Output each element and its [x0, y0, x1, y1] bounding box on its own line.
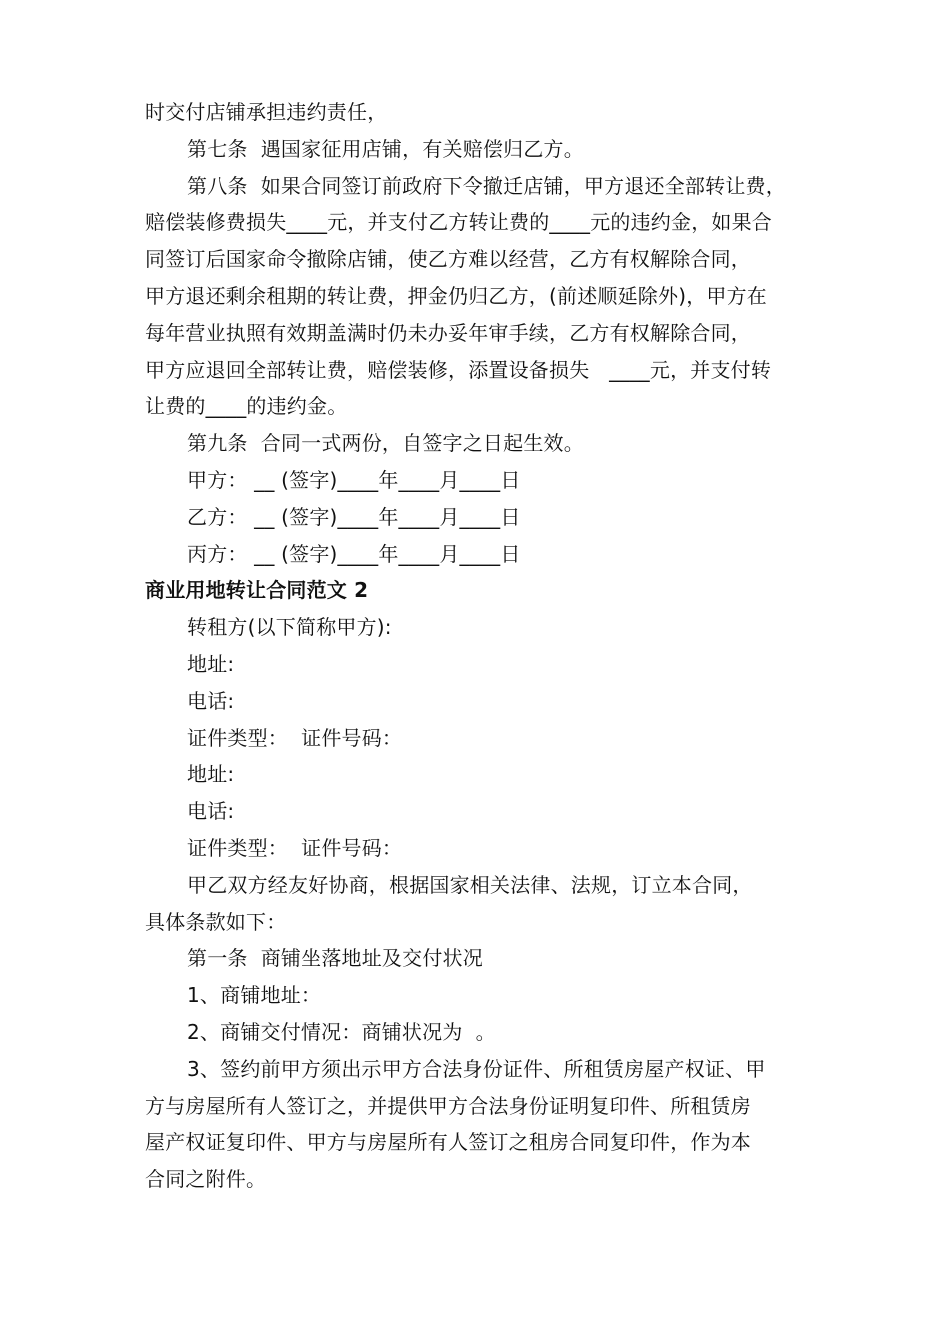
text-line: 地址: [187, 762, 235, 787]
text-line: 丙方： __ (签字)____年____月____日 [187, 541, 521, 566]
text-line: 第七条 遇国家征用店铺，有关赔偿归乙方。 [187, 136, 584, 161]
text-line: 赔偿装修费损失____元，并支付乙方转让费的____元的违约金，如果合 [145, 210, 772, 235]
text-line: 第九条 合同一式两份，自签字之日起生效。 [187, 431, 584, 456]
document-body [145, 94, 835, 1198]
text-line: 时交付店铺承担违约责任， [145, 100, 388, 124]
text-line: 转租方(以下简称甲方): [187, 615, 392, 640]
text-line: 屋产权证复印件、甲方与房屋所有人签订之租房合同复印件，作为本 [145, 1130, 751, 1155]
text-line: 甲乙双方经友好协商，根据国家相关法律、法规，订立本合同， [187, 872, 753, 897]
text-line: 每年营业执照有效期盖满时仍未办妥年审手续，乙方有权解除合同， [145, 320, 751, 345]
text-line: 1、商铺地址： [187, 983, 322, 1008]
text-line: 证件类型： 证件号码： [187, 835, 403, 860]
text-line: 让费的____的违约金。 [145, 394, 348, 419]
text-line: 2、商铺交付情况：商铺状况为 。 [187, 1019, 496, 1044]
text-line: 甲方： __ (签字)____年____月____日 [187, 467, 521, 492]
text-line: 同签订后国家命令撤除店铺，使乙方难以经营，乙方有权解除合同， [145, 247, 751, 272]
section-heading: 商业用地转让合同范文 2 [145, 578, 369, 603]
text-line: 电话: [187, 688, 235, 713]
text-line: 第一条 商铺坐落地址及交付状况 [187, 946, 483, 971]
text-line: 地址: [187, 651, 235, 676]
text-line: 甲方退还剩余租期的转让费，押金仍归乙方，(前述顺延除外)，甲方在 [145, 283, 768, 308]
text-line: 3、签约前甲方须出示甲方合法身份证件、所租赁房屋产权证、甲 [187, 1056, 766, 1081]
text-line: 甲方应退回全部转让费，赔偿装修，添置设备损失 ____元，并支付转 [145, 357, 772, 382]
text-line: 乙方： __ (签字)____年____月____日 [187, 504, 521, 529]
text-line: 具体条款如下： [145, 909, 287, 934]
text-line: 第八条 如果合同签订前政府下令撤迁店铺，甲方退还全部转让费， [187, 173, 786, 198]
text-line: 电话: [187, 799, 235, 824]
text-line: 方与房屋所有人签订之，并提供甲方合法身份证明复印件、所租赁房 [145, 1093, 751, 1118]
text-line: 合同之附件。 [145, 1167, 267, 1192]
text-line: 证件类型： 证件号码： [187, 725, 403, 750]
